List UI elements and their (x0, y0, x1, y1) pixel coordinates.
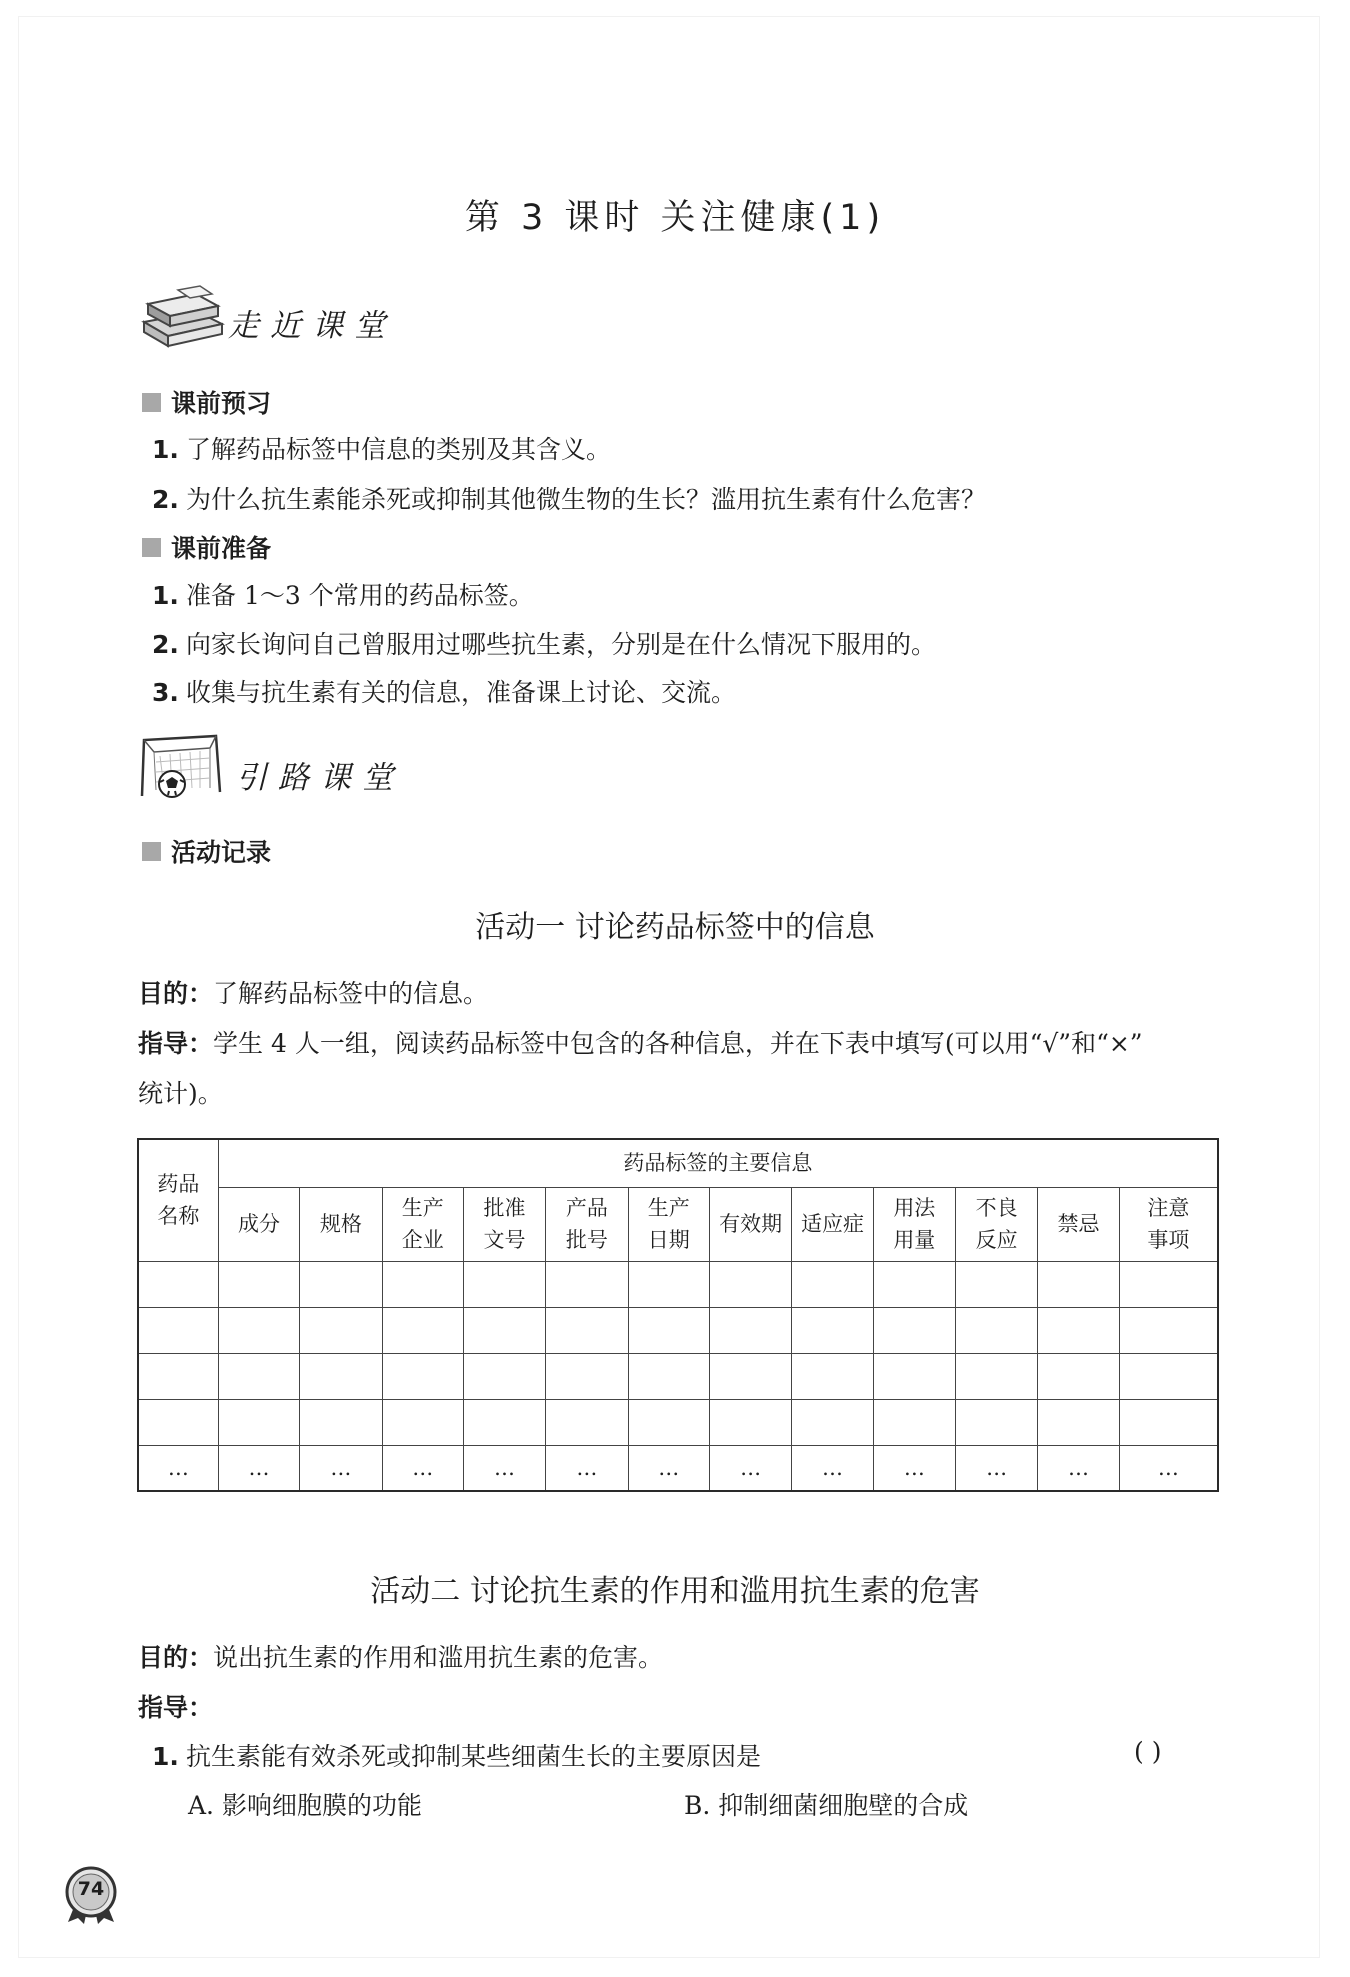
table-cell[interactable] (382, 1261, 463, 1307)
option-text: 抑制细菌细胞壁的合成 (718, 1791, 969, 1820)
option-text: 影响细胞膜的功能 (221, 1791, 422, 1820)
page-number: 74 (77, 1878, 105, 1900)
table-cell-ellipsis: … (956, 1445, 1038, 1491)
table-cell[interactable] (546, 1399, 628, 1445)
activity-1-guide (138, 1024, 1143, 1060)
table-cell[interactable] (628, 1307, 709, 1353)
table-column-header (218, 1187, 299, 1261)
table-cell[interactable] (463, 1399, 545, 1445)
table-cell-ellipsis: … (463, 1445, 545, 1491)
table-column-header-row (138, 1187, 1218, 1261)
books-icon (138, 282, 226, 352)
column-header-text: 事项 (1147, 1228, 1190, 1252)
table-column-header (300, 1187, 382, 1261)
table-cell[interactable] (792, 1353, 873, 1399)
column-header-text: 用量 (893, 1228, 936, 1252)
activity-1-title: 活动一 讨论药品标签中的信息 (475, 910, 875, 945)
activity-1-goal (138, 974, 488, 1010)
header-text: 名称 (157, 1204, 200, 1229)
table-cell[interactable] (1119, 1353, 1218, 1399)
item-number: 2. (152, 485, 179, 514)
item-number: 1. (152, 581, 179, 610)
table-cell[interactable] (709, 1307, 791, 1353)
banner-zoujin-ketang: 走近课堂 (228, 308, 396, 344)
item-number: 1. (152, 435, 179, 464)
table-column-header (792, 1187, 873, 1261)
column-header-text: 适应症 (800, 1212, 864, 1236)
table-cell[interactable] (300, 1261, 382, 1307)
table-cell[interactable] (956, 1399, 1038, 1445)
table-column-header (546, 1187, 628, 1261)
table-cell[interactable] (792, 1399, 873, 1445)
goal-text: 说出抗生素的作用和滥用抗生素的危害。 (213, 1643, 664, 1672)
table-cell[interactable] (382, 1353, 463, 1399)
table-cell[interactable] (218, 1399, 299, 1445)
table-cell[interactable] (546, 1353, 628, 1399)
option-b (684, 1786, 968, 1822)
table-cell[interactable] (218, 1261, 299, 1307)
column-header-text: 注意 (1147, 1196, 1190, 1220)
table-cell-ellipsis: … (382, 1445, 463, 1491)
square-bullet-icon (142, 842, 161, 861)
table-cell[interactable] (1119, 1399, 1218, 1445)
table-cell-ellipsis: … (218, 1445, 299, 1491)
preparation-item-1 (152, 576, 534, 612)
table-cell[interactable] (1119, 1261, 1218, 1307)
activity-1-guide-continued: 统计)。 (138, 1079, 223, 1108)
table-column-header (956, 1187, 1038, 1261)
table-cell[interactable] (956, 1307, 1038, 1353)
guide-label: 指导： (138, 1693, 214, 1722)
lesson-title: 第 3 课时 关注健康(1) (464, 198, 886, 238)
table-cell[interactable] (300, 1399, 382, 1445)
preparation-item-2 (152, 625, 936, 661)
table-cell[interactable] (628, 1353, 709, 1399)
table-cell[interactable] (873, 1399, 955, 1445)
table-cell[interactable] (546, 1307, 628, 1353)
table-cell-ellipsis: … (709, 1445, 791, 1491)
table-cell-ellipsis: … (873, 1445, 955, 1491)
column-header-text: 禁忌 (1057, 1212, 1100, 1236)
section-heading-activity-record (142, 833, 271, 869)
column-header-text: 有效期 (719, 1212, 783, 1236)
table-cell[interactable] (138, 1353, 218, 1399)
preparation-item-3 (152, 673, 736, 709)
column-header-text: 文号 (483, 1228, 526, 1252)
question-1 (152, 1737, 761, 1773)
column-header-text: 规格 (319, 1212, 362, 1236)
table-cell[interactable] (138, 1399, 218, 1445)
table-header-main-info: 药品标签的主要信息 (218, 1139, 1218, 1187)
activity-2-goal (138, 1638, 663, 1674)
page-number-badge (62, 1866, 120, 1924)
table-cell-ellipsis: … (1038, 1445, 1119, 1491)
option-a (188, 1786, 422, 1822)
table-cell[interactable] (382, 1307, 463, 1353)
table-column-header (628, 1187, 709, 1261)
table-cell[interactable] (1038, 1307, 1119, 1353)
item-text: 收集与抗生素有关的信息，准备课上讨论、交流。 (186, 678, 737, 707)
table-cell[interactable] (1038, 1261, 1119, 1307)
table-cell[interactable] (792, 1307, 873, 1353)
column-header-text: 成分 (238, 1212, 280, 1236)
table-column-header (1119, 1187, 1218, 1261)
table-cell[interactable] (873, 1353, 955, 1399)
drug-label-info-table (137, 1138, 1219, 1492)
table-row (138, 1307, 1218, 1353)
guide-label: 指导： (138, 1029, 214, 1058)
table-row (138, 1261, 1218, 1307)
preview-item-1 (152, 430, 611, 466)
section-heading-preview (142, 384, 271, 420)
table-cell[interactable] (709, 1399, 791, 1445)
table-header-drug-name (138, 1139, 218, 1261)
table-column-header (709, 1187, 791, 1261)
table-cell[interactable] (792, 1261, 873, 1307)
item-text: 准备 1～3 个常用的药品标签。 (186, 581, 534, 610)
header-text: 药品 (157, 1172, 200, 1197)
option-label: A. (188, 1791, 215, 1820)
table-cell[interactable] (709, 1261, 791, 1307)
activity-2-title: 活动二 讨论抗生素的作用和滥用抗生素的危害 (370, 1574, 980, 1609)
column-header-text: 生产 (647, 1196, 690, 1220)
table-cell[interactable] (382, 1399, 463, 1445)
table-cell[interactable] (218, 1353, 299, 1399)
table-cell[interactable] (138, 1261, 218, 1307)
section-heading-text: 课前准备 (171, 534, 272, 563)
question-text: 抗生素能有效杀死或抑制某些细菌生长的主要原因是 (186, 1742, 762, 1771)
table-cell[interactable] (463, 1261, 545, 1307)
table-cell[interactable] (300, 1353, 382, 1399)
table-cell[interactable] (1038, 1399, 1119, 1445)
square-bullet-icon (142, 538, 161, 557)
column-header-text: 批号 (565, 1228, 608, 1252)
item-number: 3. (152, 678, 179, 707)
table-cell-ellipsis: … (138, 1445, 218, 1491)
table-row-ellipsis (138, 1445, 1218, 1491)
table-cell[interactable] (1119, 1307, 1218, 1353)
question-number: 1. (152, 1742, 179, 1771)
preview-item-2 (152, 480, 986, 516)
table-row (138, 1399, 1218, 1445)
column-header-text: 日期 (647, 1228, 690, 1252)
option-label: B. (684, 1791, 711, 1820)
goal-label: 目的： (138, 1643, 214, 1672)
table-column-header (1038, 1187, 1119, 1261)
table-cell[interactable] (300, 1307, 382, 1353)
table-cell[interactable] (463, 1307, 545, 1353)
activity-2-guide (138, 1688, 213, 1724)
table-cell[interactable] (873, 1307, 955, 1353)
table-cell[interactable] (138, 1307, 218, 1353)
table-cell-ellipsis: … (1119, 1445, 1218, 1491)
soccer-goal-icon (136, 732, 228, 804)
table-column-header (463, 1187, 545, 1261)
table-cell-ellipsis: … (792, 1445, 873, 1491)
table-cell[interactable] (1038, 1353, 1119, 1399)
column-header-text: 反应 (975, 1228, 1018, 1252)
table-cell[interactable] (956, 1261, 1038, 1307)
answer-parentheses: ( ) (1134, 1737, 1162, 1766)
table-cell[interactable] (628, 1261, 709, 1307)
table-cell-ellipsis: … (546, 1445, 628, 1491)
column-header-text: 不良 (975, 1196, 1018, 1220)
column-header-text: 生产 (401, 1196, 444, 1220)
table-cell[interactable] (873, 1261, 955, 1307)
goal-text: 了解药品标签中的信息。 (213, 979, 489, 1008)
section-heading-preparation (142, 529, 271, 565)
column-header-text: 产品 (565, 1196, 608, 1220)
table-cell[interactable] (709, 1353, 791, 1399)
table-column-header (382, 1187, 463, 1261)
table-cell[interactable] (463, 1353, 545, 1399)
item-text: 向家长询问自己曾服用过哪些抗生素，分别是在什么情况下服用的。 (186, 630, 937, 659)
section-heading-text: 课前预习 (171, 389, 272, 418)
square-bullet-icon (142, 393, 161, 412)
item-number: 2. (152, 630, 179, 659)
table-cell-ellipsis: … (628, 1445, 709, 1491)
table-cell-ellipsis: … (300, 1445, 382, 1491)
table-cell[interactable] (546, 1261, 628, 1307)
item-text: 为什么抗生素能杀死或抑制其他微生物的生长？滥用抗生素有什么危害？ (186, 485, 987, 514)
guide-text: 学生 4 人一组，阅读药品标签中包含的各种信息，并在下表中填写(可以用“√”和“×” (213, 1029, 1143, 1058)
table-row (138, 1353, 1218, 1399)
table-cell[interactable] (956, 1353, 1038, 1399)
table-cell[interactable] (628, 1399, 709, 1445)
banner-yinlu-ketang: 引路课堂 (236, 760, 404, 796)
table-cell[interactable] (218, 1307, 299, 1353)
item-text: 了解药品标签中信息的类别及其含义。 (186, 435, 612, 464)
table-column-header (873, 1187, 955, 1261)
column-header-text: 企业 (401, 1228, 444, 1252)
column-header-text: 批准 (483, 1196, 526, 1220)
column-header-text: 用法 (893, 1196, 936, 1220)
goal-label: 目的： (138, 979, 214, 1008)
section-heading-text: 活动记录 (171, 838, 272, 867)
